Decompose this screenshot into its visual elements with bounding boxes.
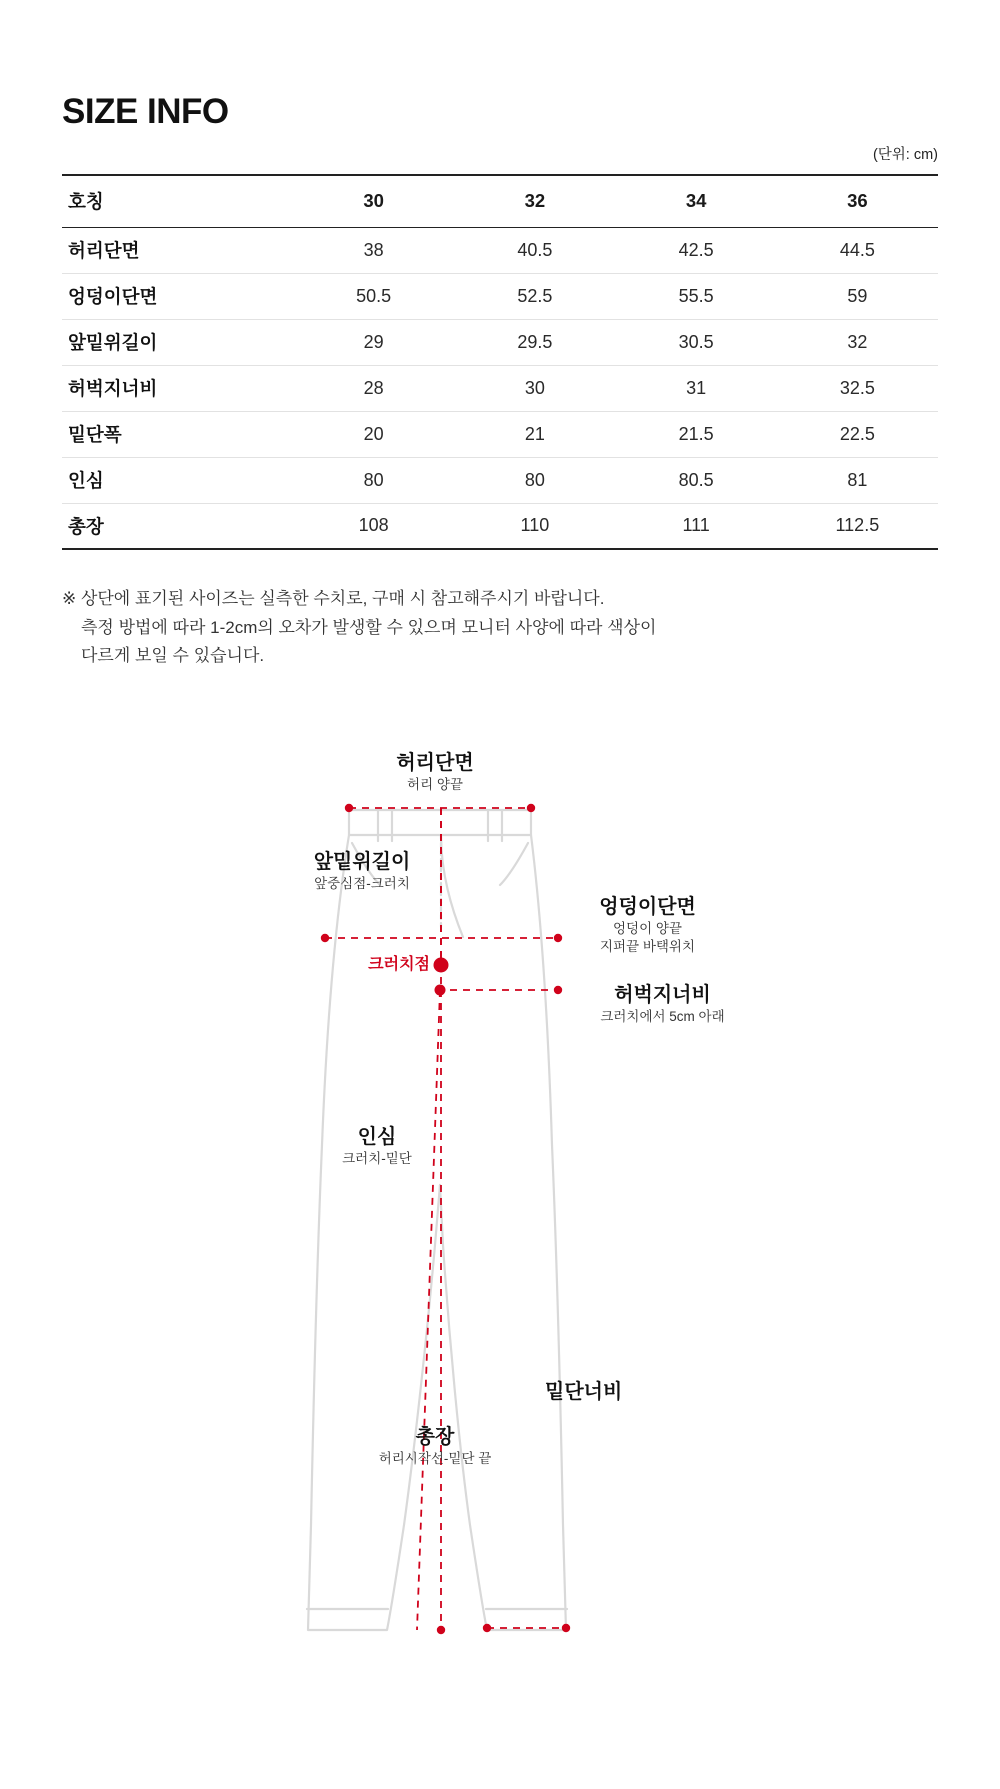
table-row xyxy=(62,411,938,457)
cell-value: 31 xyxy=(616,365,777,411)
table-header-cell-1: 30 xyxy=(293,175,454,227)
cell-value: 55.5 xyxy=(616,273,777,319)
note-line-1: ※ 상단에 표기된 사이즈는 실측한 수치로, 구매 시 참고해주시기 바랍니다. xyxy=(62,589,605,608)
cell-value: 110 xyxy=(454,503,615,549)
table-row xyxy=(62,503,938,549)
cell-value: 80 xyxy=(293,457,454,503)
cell-value: 29.5 xyxy=(454,319,615,365)
pants-illustration xyxy=(0,725,1000,1735)
crotch-point-marker xyxy=(434,958,449,973)
diagram-label-crotch-main: 크러치점 xyxy=(368,956,430,973)
cell-value: 30.5 xyxy=(616,319,777,365)
cell-value: 38 xyxy=(293,227,454,273)
diagram-label-hip-sub: 엉덩이 양끝 xyxy=(613,921,682,936)
diagram-label-rise xyxy=(262,850,462,893)
row-label: 허리단면 xyxy=(62,227,293,273)
diagram-label-inseam-main: 인심 xyxy=(357,1126,397,1148)
measurement-notes xyxy=(62,585,942,671)
cell-value: 28 xyxy=(293,365,454,411)
diagram-label-waist-sub: 허리 양끝 xyxy=(407,777,463,792)
cell-value: 80.5 xyxy=(616,457,777,503)
cell-value: 111 xyxy=(616,503,777,549)
diagram-label-thigh-sub: 크러치에서 5cm 아래 xyxy=(600,1009,725,1024)
table-row xyxy=(62,273,938,319)
cell-value: 50.5 xyxy=(293,273,454,319)
cell-value: 108 xyxy=(293,503,454,549)
cell-value: 21.5 xyxy=(616,411,777,457)
diagram-label-inseam xyxy=(282,1125,472,1168)
cell-value: 81 xyxy=(777,457,938,503)
diagram-label-total-sub: 허리시작선-밑단 끝 xyxy=(378,1451,492,1466)
table-row xyxy=(62,319,938,365)
note-line-3: 다르게 보일 수 있습니다. xyxy=(81,646,265,666)
cell-value: 59 xyxy=(777,273,938,319)
cell-value: 32 xyxy=(777,319,938,365)
cell-value: 80 xyxy=(454,457,615,503)
page-title: SIZE INFO xyxy=(62,92,229,131)
row-label: 허벅지너비 xyxy=(62,365,293,411)
cell-value: 30 xyxy=(454,365,615,411)
diagram-label-hip-main: 엉덩이단면 xyxy=(599,896,696,918)
row-label: 밑단폭 xyxy=(62,411,293,457)
diagram-label-hem-main: 밑단너비 xyxy=(545,1381,623,1403)
diagram-label-rise-main: 앞밑위길이 xyxy=(313,851,411,873)
row-label: 앞밑위길이 xyxy=(62,319,293,365)
cell-value: 44.5 xyxy=(777,227,938,273)
table-head xyxy=(62,175,938,227)
table-row xyxy=(62,457,938,503)
diagram-label-waist-main: 허리단면 xyxy=(396,752,474,774)
diagram-label-crotch xyxy=(300,955,430,975)
cell-value: 22.5 xyxy=(777,411,938,457)
table-body xyxy=(62,227,938,549)
diagram-label-hem xyxy=(545,1380,745,1405)
diagram-label-total xyxy=(330,1425,540,1468)
note-line-2: 측정 방법에 따라 1-2cm의 오차가 발생할 수 있으며 모니터 사양에 따라 색상이 xyxy=(81,617,657,637)
diagram-label-inseam-sub: 크러치-밑단 xyxy=(342,1151,412,1166)
diagram-label-hip-sub2: 지퍼끝 바택위치 xyxy=(599,939,696,955)
table-row xyxy=(62,365,938,411)
diagram-label-rise-sub: 앞중심점-크러치 xyxy=(314,876,410,891)
row-label: 인심 xyxy=(62,457,293,503)
diagram-label-thigh xyxy=(545,983,780,1026)
row-label: 총장 xyxy=(62,503,293,549)
size-table xyxy=(62,174,938,550)
pants-measurement-diagram xyxy=(0,725,1000,1735)
diagram-label-hip xyxy=(540,895,755,956)
table-header-cell-3: 34 xyxy=(616,175,777,227)
cell-value: 52.5 xyxy=(454,273,615,319)
cell-value: 21 xyxy=(454,411,615,457)
table-header-cell-4: 36 xyxy=(777,175,938,227)
cell-value: 40.5 xyxy=(454,227,615,273)
table-header-cell-0: 호칭 xyxy=(62,175,293,227)
table-header-cell-2: 32 xyxy=(454,175,615,227)
cell-value: 29 xyxy=(293,319,454,365)
cell-value: 20 xyxy=(293,411,454,457)
cell-value: 42.5 xyxy=(616,227,777,273)
table-header-row xyxy=(62,175,938,227)
diagram-label-waist xyxy=(340,751,530,794)
row-label: 엉덩이단면 xyxy=(62,273,293,319)
diagram-label-total-main: 총장 xyxy=(415,1426,455,1448)
cell-value: 32.5 xyxy=(777,365,938,411)
cell-value: 112.5 xyxy=(777,503,938,549)
unit-note: (단위: cm) xyxy=(872,147,938,163)
measure-endpoints xyxy=(321,804,570,1634)
table-row xyxy=(62,227,938,273)
diagram-label-thigh-main: 허벅지너비 xyxy=(614,984,711,1006)
